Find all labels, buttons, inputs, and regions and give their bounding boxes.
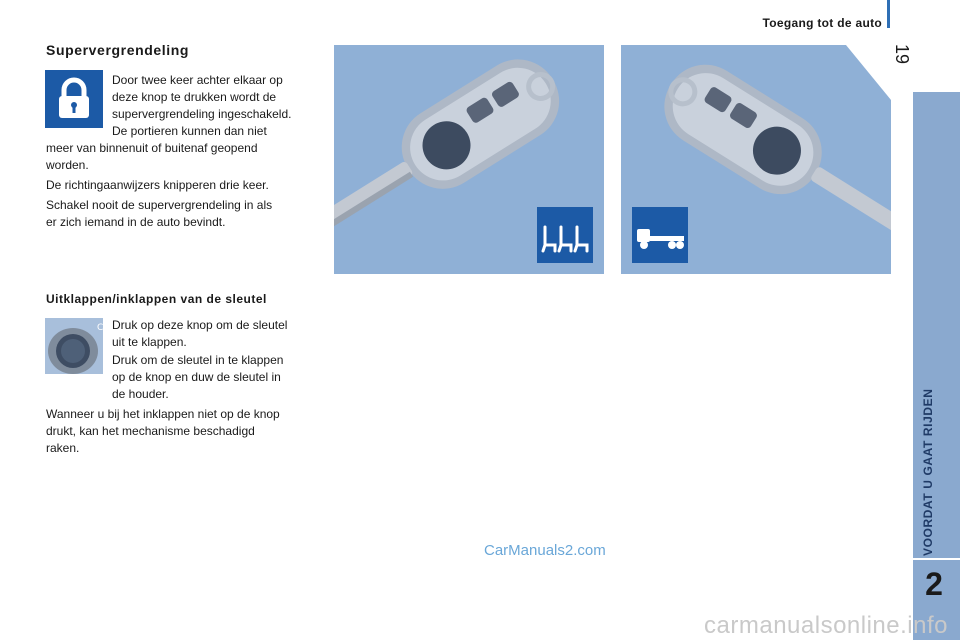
header-rule	[887, 0, 890, 28]
lock-icon	[45, 70, 103, 128]
paragraph-line: meer van binnenuit of buitenaf geopend	[46, 141, 258, 155]
chapter-tab-divider	[913, 558, 960, 560]
paragraph-line: de houder.	[112, 387, 169, 401]
paragraph-line: Door twee keer achter elkaar op	[112, 73, 283, 87]
key-illustration-left	[334, 45, 604, 274]
watermark-carmanuals2: CarManuals2.com	[484, 542, 606, 559]
page-number: 19	[892, 44, 912, 65]
paragraph-line: Druk op deze knop om de sleutel	[112, 318, 288, 332]
section-title-supervergrendeling: Supervergrendeling	[46, 42, 190, 58]
paragraph-line: drukt, kan het mechanisme beschadigd	[46, 424, 255, 438]
paragraph-line: supervergrendeling ingeschakeld.	[112, 107, 292, 121]
truck-icon	[632, 207, 688, 263]
paragraph-line: worden.	[46, 158, 89, 172]
paragraph-line: uit te klappen.	[112, 335, 187, 349]
paragraph-line: De portieren kunnen dan niet	[112, 124, 267, 138]
page-header-title: Toegang tot de auto	[762, 16, 882, 30]
key-button-icon	[45, 318, 103, 374]
paragraph-line: raken.	[46, 441, 80, 455]
chapter-number: 2	[925, 566, 943, 602]
svg-text:C: C	[97, 323, 103, 333]
key-illustration-right	[621, 45, 891, 274]
paragraph-line: Wanneer u bij het inklappen niet op de knop	[46, 407, 280, 421]
paragraph-indicators: De richtingaanwijzers knipperen drie keer.	[46, 178, 269, 192]
seats-icon	[537, 207, 593, 263]
paragraph-line: Druk om de sleutel in te klappen	[112, 353, 284, 367]
watermark-carmanualsonline: carmanualsonline.info	[704, 612, 948, 639]
section-title-sleutel: Uitklappen/inklappen van de sleutel	[46, 292, 267, 306]
paragraph-line: Schakel nooit de supervergrendeling in als	[46, 198, 273, 212]
paragraph-line: op de knop en duw de sleutel in	[112, 370, 281, 384]
paragraph-line: er zich iemand in de auto bevindt.	[46, 215, 226, 229]
chapter-tab-label: VOORDAT U GAAT RIJDEN	[921, 388, 935, 556]
paragraph-line: deze knop te drukken wordt de	[112, 90, 277, 104]
